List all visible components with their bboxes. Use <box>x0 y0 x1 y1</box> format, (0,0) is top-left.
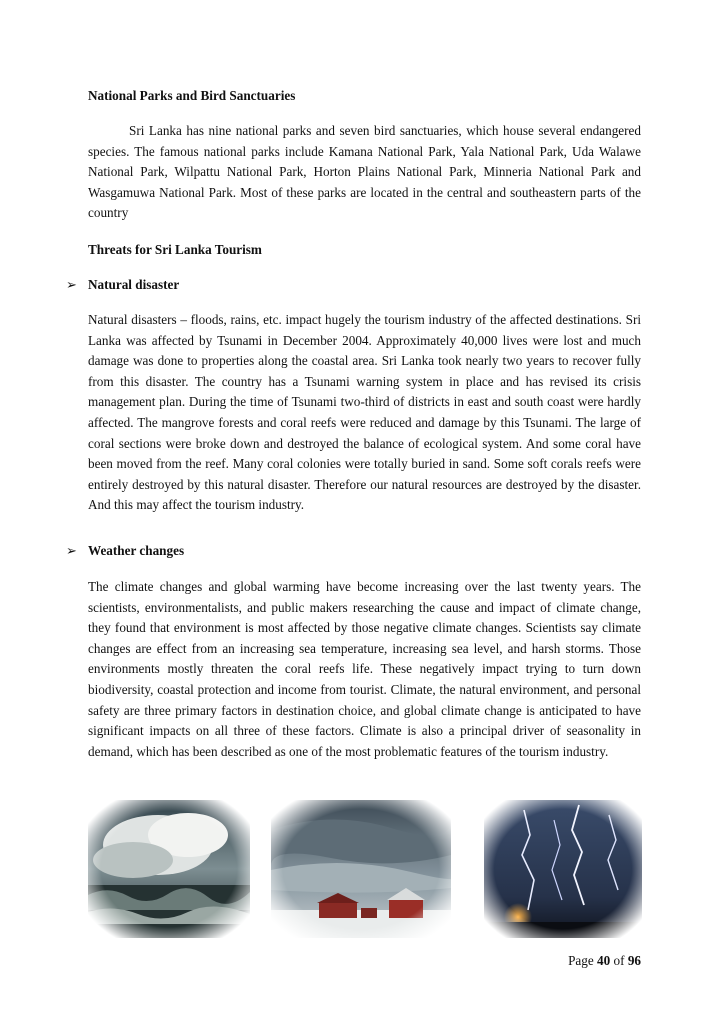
storm-sea-photo <box>88 800 250 938</box>
bullet-arrow-icon: ➢ <box>66 277 77 292</box>
bullet-arrow-icon: ➢ <box>66 543 77 558</box>
current-page-number: 40 <box>597 953 611 968</box>
page-label: Page <box>568 953 594 968</box>
storm-clouds-farm-photo <box>271 800 451 938</box>
page-number <box>568 953 641 969</box>
natural-disaster-paragraph: Natural disasters – floods, rains, etc. impact hugely the tourism industry of the affected destinations. Sri Lanka was affected by Tsunami in December 2004. Approximately 40,000 lives were lost and much damage was done to properties along the coastal area. Sri Lanka took nearly two years to recover fully from this disaster. The country has a Tsunami warning system in place and has revised its crisis management plan. During the time of Tsunami two-third of districts in east and south coast were hardly affected. The mangrove forests and coral reefs were reduced and damage by this Tsunami. The large of coral sections were broke down and destroyed the balance of ecological system. And some coral have been moved from the reef. Many coral colonies were totally buried in sand. Some soft corals reefs were entirely destroyed by this natural disaster. Therefore our natural resources are destroyed by the disaster. And this may affect the tourism industry. <box>88 312 641 513</box>
total-pages-number: 96 <box>627 953 641 968</box>
weather-changes-paragraph: The climate changes and global warming have become increasing over the last twenty years. The scientists, environmentalists, and public makers researching the cause and impact of climate change, they found that environment is most affected by those negative climate changes. Scientists say climate changes are effect from an increasing sea temperature, increasing sea level, and harsh storms. Those environments mostly threaten the coral reefs life. These negatively impact trying to turn down biodiversity, coastal protection and income from tourist. Climate, the natural environment, and personal safety are three primary factors in destination choice, and global climate change is anticipated to have significant impacts on all three of these factors. Climate is also a principal driver of seasonality in demand, which has been described as one of the most problematic features of the tourism industry. <box>88 579 641 759</box>
lightning-storm-photo <box>484 800 642 938</box>
page-of-label: of <box>613 953 625 968</box>
section-heading-national-parks: National Parks and Bird Sanctuaries <box>88 88 296 103</box>
subheading-natural-disaster: Natural disaster <box>88 277 180 292</box>
section-heading-threats: Threats for Sri Lanka Tourism <box>88 242 262 257</box>
national-parks-paragraph: Sri Lanka has nine national parks and seven bird sanctuaries, which house several endangered species. The famous national parks include Kamana National Park, Yala National Park, Uda Walawe National Park, Wilpattu National Park, Horton Plains National Park, Minneria National Park and Wasgamuwa National Park. Most of these parks are located in the central and southeastern parts of the country <box>88 123 641 221</box>
subheading-weather-changes: Weather changes <box>88 543 185 558</box>
